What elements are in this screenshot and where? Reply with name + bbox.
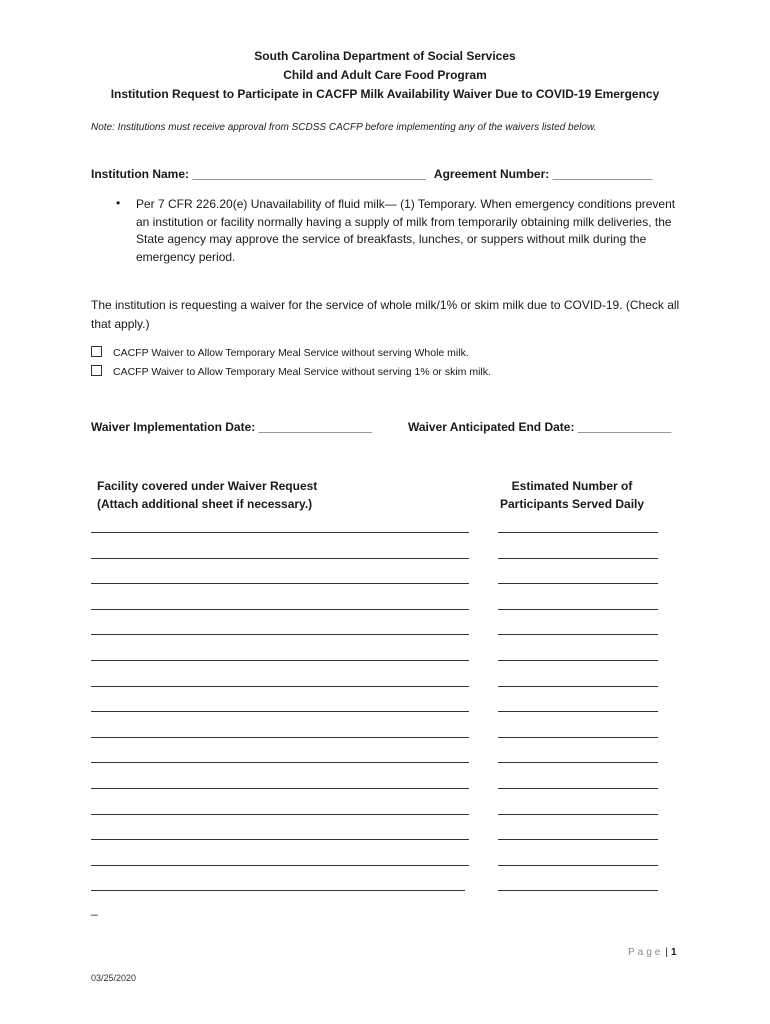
participants-count-line[interactable] (498, 634, 658, 635)
facility-name-line[interactable] (91, 532, 469, 533)
form-title: Institution Request to Participate in CACFP Milk Availability Waiver Due to COVID-19 Emergency (110, 87, 660, 101)
participants-count-line[interactable] (498, 609, 658, 610)
participants-count-line[interactable] (498, 890, 658, 891)
facility-name-line[interactable] (91, 788, 469, 789)
participants-count-line[interactable] (498, 660, 658, 661)
participants-count-line[interactable] (498, 865, 658, 866)
skim-milk-checkbox[interactable] (91, 365, 102, 376)
regulation-bullet-text: Per 7 CFR 226.20(e) Unavailability of fluid milk— (1) Temporary. When emergency conditions prevent an institution or facility normally having a supply of milk from temporarily obtaining milk deliveries, the State agency may approve the service of breakfasts, lunches, or suppers without milk during the emergency period. (136, 197, 676, 264)
facility-name-line[interactable] (91, 890, 465, 891)
page-number: 1 (670, 947, 677, 958)
agreement-number-field[interactable]: Agreement Number: _______________ (433, 167, 653, 181)
facility-name-line[interactable] (91, 583, 469, 584)
page-separator: | (665, 947, 668, 958)
page-word: Page (628, 947, 664, 958)
facility-name-line[interactable] (91, 737, 469, 738)
participants-header-line1: Estimated Number of (511, 479, 633, 493)
participants-count-line[interactable] (498, 558, 658, 559)
facility-name-line[interactable] (91, 609, 469, 610)
end-date-field[interactable]: Waiver Anticipated End Date: ______________ (408, 420, 672, 434)
participants-header-line2: Participants Served Daily (500, 497, 645, 511)
program-heading: Child and Adult Care Food Program (283, 68, 487, 82)
participants-count-line[interactable] (498, 762, 658, 763)
participants-count-line[interactable] (498, 532, 658, 533)
facility-name-line[interactable] (91, 711, 469, 712)
participants-count-line[interactable] (498, 737, 658, 738)
facility-header-line2: (Attach additional sheet if necessary.) (97, 497, 313, 511)
facility-name-line[interactable] (91, 839, 469, 840)
bullet-marker: • (116, 196, 121, 210)
page-number-footer (628, 947, 677, 958)
participants-column-header (500, 477, 644, 513)
participants-count-line[interactable] (498, 686, 658, 687)
facility-name-line[interactable] (91, 814, 469, 815)
institution-fields-row (91, 167, 653, 181)
participants-count-line[interactable] (498, 814, 658, 815)
approval-note: Note: Institutions must receive approval from SCDSS CACFP before implementing any of the waivers listed below. (91, 122, 597, 133)
stray-underscore: _ (91, 902, 98, 916)
agency-heading: South Carolina Department of Social Services (254, 49, 516, 63)
participants-count-line[interactable] (498, 839, 658, 840)
skim-milk-checkbox-label: CACFP Waiver to Allow Temporary Meal Service without serving 1% or skim milk. (113, 366, 491, 378)
skim-milk-waiver-option[interactable] (91, 365, 491, 378)
implementation-date-field[interactable]: Waiver Implementation Date: _________________ (91, 420, 373, 434)
facility-name-line[interactable] (91, 634, 469, 635)
facility-header-line1: Facility covered under Waiver Request (97, 479, 318, 493)
facility-name-line[interactable] (91, 660, 469, 661)
whole-milk-waiver-option[interactable] (91, 346, 469, 359)
whole-milk-checkbox-label: CACFP Waiver to Allow Temporary Meal Service without serving Whole milk. (113, 347, 469, 359)
participants-count-line[interactable] (498, 711, 658, 712)
revision-date: 03/25/2020 (91, 973, 137, 983)
participants-count-line[interactable] (498, 788, 658, 789)
participants-count-line[interactable] (498, 583, 658, 584)
facility-name-line[interactable] (91, 558, 469, 559)
facility-name-line[interactable] (91, 686, 469, 687)
institution-name-field[interactable]: Institution Name: ___________________________________ (91, 167, 426, 181)
whole-milk-checkbox[interactable] (91, 346, 102, 357)
facility-name-line[interactable] (91, 762, 469, 763)
facility-name-line[interactable] (91, 865, 469, 866)
facility-column-header (97, 477, 317, 513)
request-paragraph: The institution is requesting a waiver for the service of whole milk/1% or skim milk due to COVID-19. (Check all that apply.) (91, 298, 680, 331)
